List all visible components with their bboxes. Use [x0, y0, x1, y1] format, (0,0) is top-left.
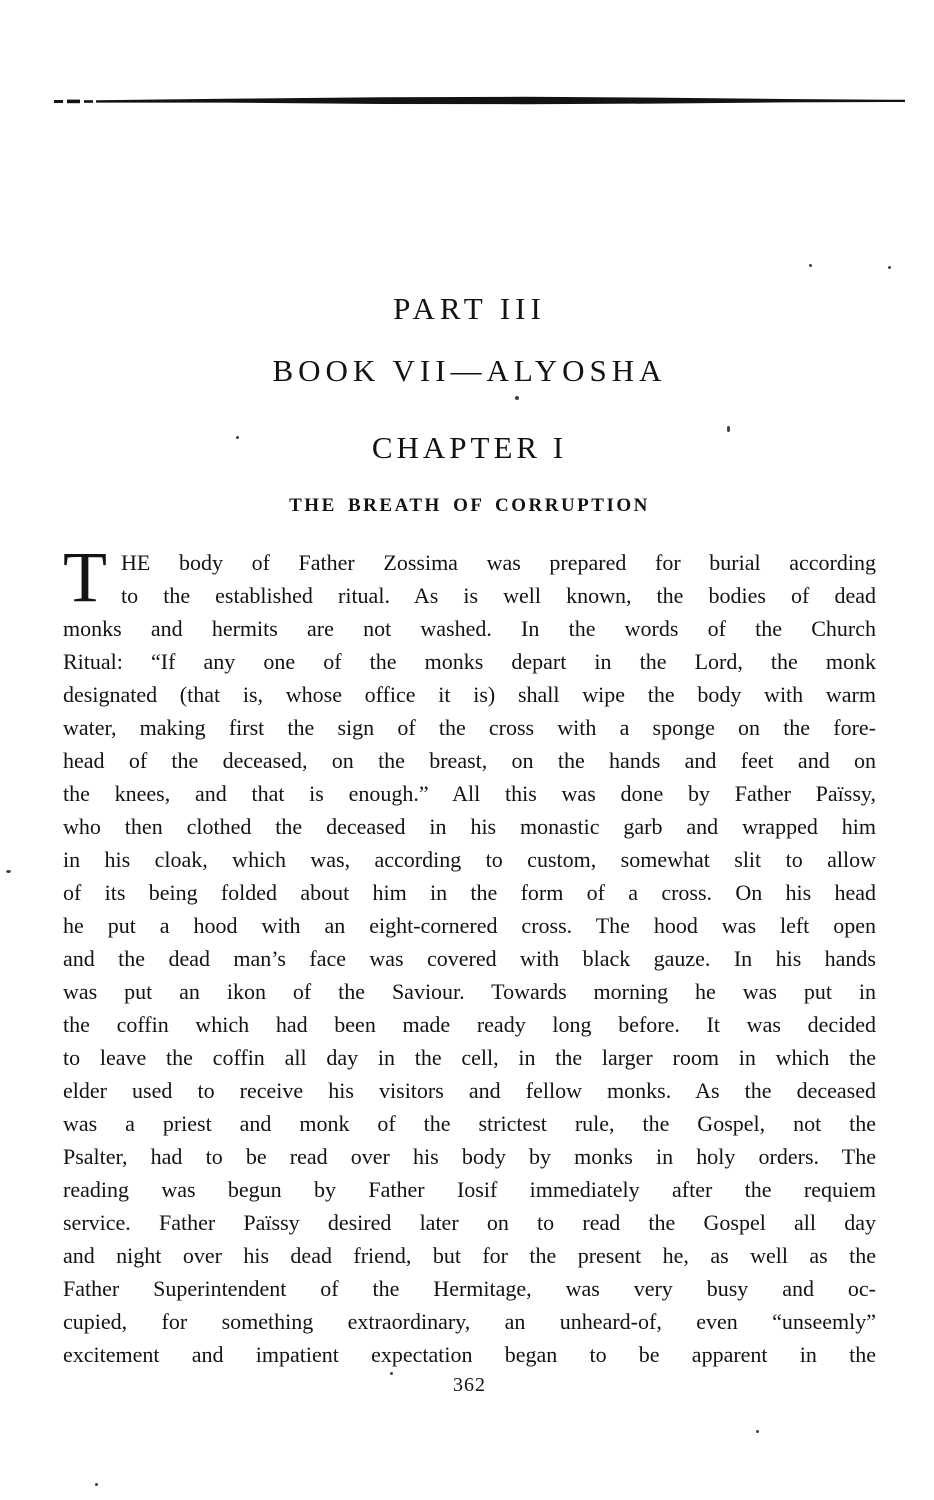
body-line: Ritual: “If any one of the monks depart in the Lord, the monk — [63, 649, 876, 674]
body-line: water, making first the sign of the cross with a sponge on the fore- — [63, 715, 876, 740]
body-line: monks and hermits are not washed. In the words of the Church — [63, 616, 876, 641]
section-title: THE BREATH OF CORRUPTION — [289, 495, 650, 516]
scan-speck — [809, 264, 812, 267]
body-line: he put a hood with an eight-cornered cross. The hood was left open — [63, 913, 876, 938]
body-line: reading was begun by Father Iosif immediately after the requiem — [63, 1177, 876, 1202]
book-heading: BOOK VII—ALYOSHA — [272, 353, 667, 388]
body-line: was a priest and monk of the strictest rule, the Gospel, not the — [63, 1111, 876, 1136]
scan-speck — [727, 426, 730, 432]
body-text — [63, 537, 876, 1371]
scan-speck — [236, 436, 239, 439]
chapter-heading: CHAPTER I — [371, 430, 568, 465]
body-line: who then clothed the deceased in his monastic garb and wrapped him — [63, 814, 876, 839]
body-line: cupied, for something extraordinary, an unheard-of, even “unseemly” — [63, 1309, 876, 1334]
body-line: and night over his dead friend, but for the present he, as well as the — [63, 1243, 876, 1268]
scan-speck — [6, 870, 11, 873]
body-line: Father Superintendent of the Hermitage, was very busy and oc- — [63, 1276, 876, 1301]
body-line: the knees, and that is enough.” All this was done by Father Païssy, — [63, 781, 876, 806]
body-line: and the dead man’s face was covered with black gauze. In his hands — [63, 946, 876, 971]
body-line: elder used to receive his visitors and fellow monks. As the deceased — [63, 1078, 876, 1103]
body-line: of its being folded about him in the form of a cross. On his head — [63, 880, 876, 905]
scan-speck — [888, 266, 891, 269]
body-line: head of the deceased, on the breast, on the hands and feet and on — [63, 748, 876, 773]
scan-speck — [515, 396, 519, 400]
body-line: designated (that is, whose office it is) shall wipe the body with warm — [63, 682, 876, 707]
body-line: to the established ritual. As is well known, the bodies of dead — [121, 583, 876, 608]
scan-speck — [95, 1483, 98, 1486]
drop-cap: T — [63, 537, 107, 617]
page-top-rule — [54, 92, 906, 110]
body-line: HE body of Father Zossima was prepared for burial according — [121, 550, 876, 575]
body-line: Psalter, had to be read over his body by monks in holy orders. The — [63, 1144, 876, 1169]
body-line: excitement and impatient expectation began to be apparent in the — [63, 1342, 876, 1367]
body-line: was put an ikon of the Saviour. Towards morning he was put in — [63, 979, 876, 1004]
body-line: to leave the coffin all day in the cell, in the larger room in which the — [63, 1045, 876, 1070]
scan-speck — [390, 1372, 393, 1375]
scan-speck — [756, 1430, 759, 1433]
page-number: 362 — [453, 1374, 486, 1396]
part-heading: PART III — [393, 291, 546, 326]
body-line: the coffin which had been made ready long before. It was decided — [63, 1012, 876, 1037]
body-line: in his cloak, which was, according to custom, somewhat slit to allow — [63, 847, 876, 872]
body-line: service. Father Païssy desired later on to read the Gospel all day — [63, 1210, 876, 1235]
